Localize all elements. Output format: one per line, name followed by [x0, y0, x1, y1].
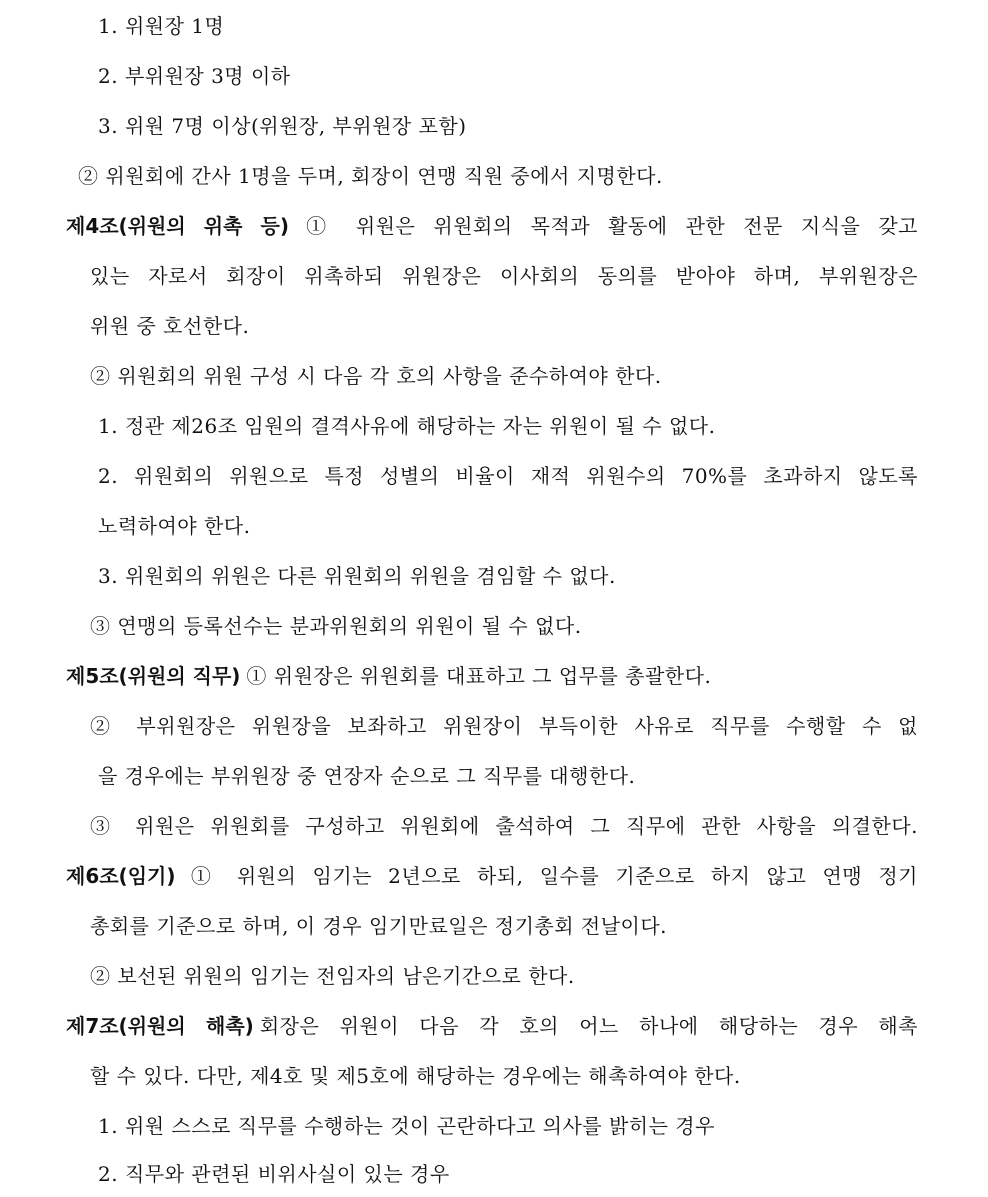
list-item: 3. 위원 7명 이상(위원장, 부위원장 포함) [98, 114, 467, 138]
paragraph: 할 수 있다. 다만, 제4호 및 제5호에 해당하는 경우에는 해촉하여야 한다. [90, 1064, 741, 1088]
article-4 [66, 214, 918, 238]
paragraph: 위원 중 호선한다. [90, 314, 250, 338]
paragraph: 회장은 위원이 다음 각 호의 어느 하나에 해당하는 경우 해촉 [259, 1014, 918, 1038]
paragraph: ① 위원은 위원회의 목적과 활동에 관한 전문 지식을 갖고 [295, 214, 919, 238]
paragraph: ③ 연맹의 등록선수는 분과위원회의 위원이 될 수 없다. [90, 614, 582, 638]
list-item: 1. 정관 제26조 임원의 결격사유에 해당하는 자는 위원이 될 수 없다. [98, 414, 716, 438]
paragraph: 을 경우에는 부위원장 중 연장자 순으로 그 직무를 대행한다. [98, 764, 636, 788]
list-item: 2. 직무와 관련된 비위사실이 있는 경우 [98, 1162, 450, 1186]
paragraph: ③ 위원은 위원회를 구성하고 위원회에 출석하여 그 직무에 관한 사항을 의결한다. [90, 814, 918, 838]
article-heading: 제7조(위원의 해촉) [66, 1014, 254, 1038]
list-item: 3. 위원회의 위원은 다른 위원회의 위원을 겸임할 수 없다. [98, 564, 616, 588]
article-heading: 제4조(위원의 위촉 등) [66, 214, 290, 238]
paragraph: ② 부위원장은 위원장을 보좌하고 위원장이 부득이한 사유로 직무를 수행할 수 없 [90, 714, 918, 738]
paragraph: ① 위원장은 위원회를 대표하고 그 업무를 총괄한다. [246, 664, 712, 688]
article-heading: 제5조(위원의 직무) [66, 664, 241, 688]
article-5 [66, 664, 711, 688]
list-item: 1. 위원 스스로 직무를 수행하는 것이 곤란하다고 의사를 밝히는 경우 [98, 1114, 715, 1138]
list-item: 2. 위원회의 위원으로 특정 성별의 비율이 재적 위원수의 70%를 초과하지 않도록 [98, 464, 918, 488]
paragraph: ② 위원회의 위원 구성 시 다음 각 호의 사항을 준수하여야 한다. [90, 364, 662, 388]
article-6 [66, 864, 918, 888]
paragraph: ② 보선된 위원의 임기는 전임자의 남은기간으로 한다. [90, 964, 575, 988]
article-7 [66, 1014, 918, 1038]
paragraph: ② 위원회에 간사 1명을 두며, 회장이 연맹 직원 중에서 지명한다. [78, 164, 663, 188]
paragraph: 총회를 기준으로 하며, 이 경우 임기만료일은 정기총회 전날이다. [90, 914, 668, 938]
paragraph: ① 위원의 임기는 2년으로 하되, 일수를 기준으로 하지 않고 연맹 정기 [181, 864, 918, 888]
article-heading: 제6조(임기) [66, 864, 176, 888]
list-item: 2. 부위원장 3명 이하 [98, 64, 291, 88]
list-item: 1. 위원장 1명 [98, 14, 225, 38]
paragraph: 있는 자로서 회장이 위촉하되 위원장은 이사회의 동의를 받아야 하며, 부위원장은 [90, 264, 918, 288]
list-item: 노력하여야 한다. [98, 514, 251, 538]
